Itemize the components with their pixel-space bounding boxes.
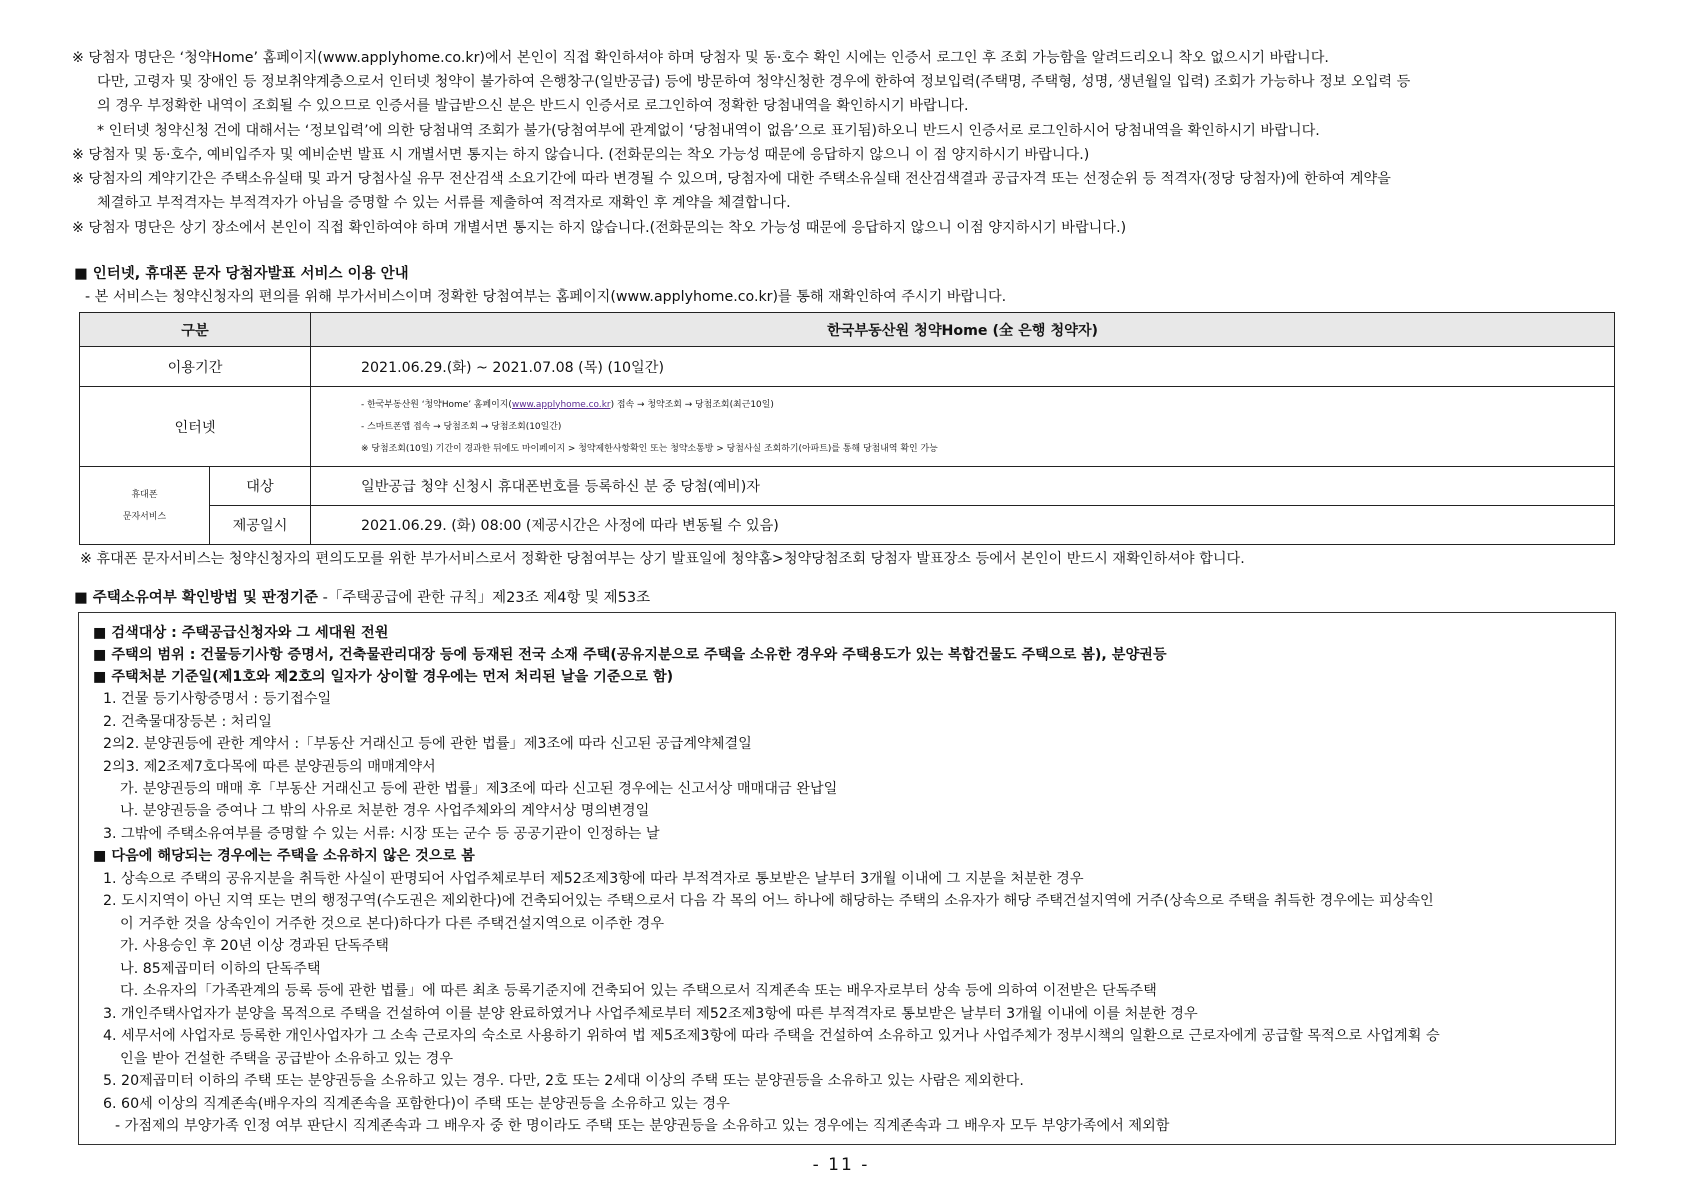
criteria-line: 2의3. 제2조제7호다목에 따른 분양권등의 매매계약서	[103, 759, 436, 775]
criteria-line: ■ 주택처분 기준일(제1호와 제2호의 일자가 상이할 경우에는 먼저 처리된 날을 기준으로 함)	[93, 669, 674, 685]
date-value: 2021.06.29. (화) 08:00 (제공시간은 사정에 따라 변동될 수 있음)	[311, 506, 1615, 545]
criteria-line: 이 거주한 것을 상속인이 거주한 것으로 본다)하다가 다른 주택건설지역으로 이주한 경우	[120, 916, 665, 932]
note-line: 의 경우 부정확한 내역이 조회될 수 있으므로 인증서를 발급받으신 분은 반드시 인증서로 로그인하여 정확한 당첨내역을 확인하시기 바랍니다.	[97, 98, 969, 114]
criteria-line: 3. 그밖에 주택소유여부를 증명할 수 있는 서류: 시장 또는 군수 등 공공기관이 인정하는 날	[103, 826, 660, 842]
criteria-line: 2의2. 분양권등에 관한 계약서 :「부동산 거래신고 등에 관한 법률」제3조에 따라 신고된 공급계약체결일	[103, 736, 752, 752]
criteria-line: 2. 건축물대장등본 : 처리일	[103, 714, 272, 730]
criteria-line: 1. 건물 등기사항증명서 : 등기접수일	[103, 691, 332, 707]
target-value: 일반공급 청약 신청시 휴대폰번호를 등록하신 분 중 당첨(예비)자	[311, 467, 1615, 506]
criteria-line: 4. 세무서에 사업자로 등록한 개인사업자가 그 소속 근로자의 숙소로 사용하기 위하여 법 제5조제3항에 따라 주택을 건설하여 소유하고 있거나 사업주체가 정부시책의 일환으로 근로자에게 공급할 목적으로 사업계획 승	[103, 1028, 1440, 1044]
note-line: ※ 당첨자 명단은 ‘청약Home’ 홈페이지(www.applyhome.co.kr)에서 본인이 직접 확인하셔야 하며 당첨자 및 동·호수 확인 시에는 인증서 로그인 후 조회 가능함을 알려드리오니 착오 없으시기 바랍니다.	[72, 50, 1329, 66]
note-line: ※ 당첨자 명단은 상기 장소에서 본인이 직접 확인하여야 하며 개별서면 통지는 하지 않습니다.(전화문의는 착오 가능성 때문에 응답하지 않으니 이점 양지하시기 바랍니다.)	[72, 220, 1127, 236]
ownership-criteria-box	[78, 612, 1616, 1145]
criteria-line: 가. 사용승인 후 20년 이상 경과된 단독주택	[120, 938, 389, 954]
criteria-line: 2. 도시지역이 아닌 지역 또는 면의 행정구역(수도권은 제외한다)에 건축되어있는 주택으로서 다음 각 목의 어느 하나에 해당하는 주택의 소유자가 해당 주택건설지역에 거주(상속으로 주택을 취득한 경우에는 피상속인	[103, 893, 1434, 909]
note-line: 다만, 고령자 및 장애인 등 정보취약계층으로서 인터넷 청약이 불가하여 은행창구(일반공급) 등에 방문하여 청약신청한 경우에 한하여 정보입력(주택명, 주택형, 성명, 생년월일 입력) 조회가 가능하나 정보 오입력 등	[97, 74, 1411, 90]
sms-section-title: ■ 인터넷, 휴대폰 문자 당첨자발표 서비스 이용 안내	[74, 266, 409, 282]
period-label: 이용기간	[80, 347, 311, 387]
sms-section-desc: - 본 서비스는 청약신청자의 편의를 위해 부가서비스이며 정확한 당첨여부는 홈페이지(www.applyhome.co.kr)를 통해 재확인하여 주시기 바랍니다.	[85, 289, 1007, 305]
table-header-service: 한국부동산원 청약Home (全 은행 청약자)	[311, 313, 1615, 347]
criteria-line: 3. 개인주택사업자가 분양을 목적으로 주택을 건설하여 이를 분양 완료하였거나 사업주체로부터 제52조제3항에 따른 부적격자로 통보받은 날부터 3개월 이내에 이를 처분한 경우	[103, 1006, 1198, 1022]
criteria-line: ■ 검색대상 : 주택공급신청자와 그 세대원 전원	[93, 625, 389, 641]
note-line: 체결하고 부적격자는 부적격자가 아님을 증명할 수 있는 서류를 제출하여 적격자로 재확인 후 계약을 체결합니다.	[97, 195, 791, 211]
table-header-category: 구분	[80, 313, 311, 347]
note-line: * 인터넷 청약신청 건에 대해서는 ‘정보입력’에 의한 당첨내역 조회가 불가(당첨여부에 관계없이 ‘당첨내역이 없음’으로 표기됨)하오니 반드시 인증서로 로그인하시어 당첨내역을 확인하시기 바랍니다.	[97, 123, 1320, 139]
criteria-line: 5. 20제곱미터 이하의 주택 또는 분양권등을 소유하고 있는 경우. 다만, 2호 또는 2세대 이상의 주택 또는 분양권등을 소유하고 있는 사람은 제외한다.	[103, 1073, 1024, 1089]
date-label: 제공일시	[210, 506, 311, 545]
sms-footnote: ※ 휴대폰 문자서비스는 청약신청자의 편의도모를 위한 부가서비스로서 정확한 당첨여부는 상기 발표일에 청약홈>청약당첨조회 당첨자 발표장소 등에서 본인이 반드시 재확인하셔야 합니다.	[80, 551, 1245, 567]
criteria-line: 1. 상속으로 주택의 공유지분을 취득한 사실이 판명되어 사업주체로부터 제52조제3항에 따라 부적격자로 통보받은 날부터 3개월 이내에 그 지분을 처분한 경우	[103, 871, 1084, 887]
criteria-line: 다. 소유자의「가족관계의 등록 등에 관한 법률」에 따른 최초 등록기준지에 건축되어 있는 주택으로서 직계존속 또는 배우자로부터 상속 등에 의하여 이전받은 단독주택	[120, 983, 1157, 999]
criteria-line: 나. 분양권등을 증여나 그 밖의 사유로 처분한 경우 사업주체와의 계약서상 명의변경일	[120, 803, 650, 819]
criteria-line: ■ 다음에 해당되는 경우에는 주택을 소유하지 않은 것으로 봄	[93, 848, 475, 864]
criteria-line: 가. 분양권등의 매매 후「부동산 거래신고 등에 관한 법률」제3조에 따라 신고된 경우에는 신고서상 매매대금 완납일	[120, 781, 838, 797]
sms-service-table	[79, 312, 1615, 545]
note-line: ※ 당첨자의 계약기간은 주택소유실태 및 과거 당첨사실 유무 전산검색 소요기간에 따라 변경될 수 있으며, 당첨자에 대한 주택소유실태 전산검색결과 공급자격 또는 선정순위 등 적격자(정당 당첨자)에 한하여 계약을	[72, 171, 1391, 187]
target-label: 대상	[210, 467, 311, 506]
criteria-line: 나. 85제곱미터 이하의 단독주택	[120, 961, 321, 977]
ownership-section-title: ■ 주택소유여부 확인방법 및 판정기준 -「주택공급에 관한 규칙」제23조 제4항 및 제53조	[74, 590, 651, 606]
criteria-line: - 가점제의 부양가족 인정 여부 판단시 직계존속과 그 배우자 중 한 명이라도 주택 또는 분양권등을 소유하고 있는 경우에는 직계존속과 그 배우자 모두 부양가족에서 제외함	[115, 1118, 1170, 1134]
internet-value	[311, 387, 1615, 467]
mobile-sms-label: 휴대폰 문자서비스	[80, 467, 210, 545]
criteria-line: 인을 받아 건설한 주택을 공급받아 소유하고 있는 경우	[120, 1051, 454, 1067]
criteria-line: ■ 주택의 범위 : 건물등기사항 증명서, 건축물관리대장 등에 등재된 전국 소재 주택(공유지분으로 주택을 소유한 경우와 주택용도가 있는 복합건물도 주택으로 봄), 분양권등	[93, 647, 1167, 663]
page-number: - 11 -	[812, 1155, 870, 1175]
criteria-line: 6. 60세 이상의 직계존속(배우자의 직계존속을 포함한다)이 주택 또는 분양권등을 소유하고 있는 경우	[103, 1096, 730, 1112]
internet-line-2: - 스마트폰앱 접속 → 당첨조회 → 당첨조회(10일간)	[361, 421, 562, 432]
period-value: 2021.06.29.(화) ~ 2021.07.08 (목) (10일간)	[311, 347, 1615, 387]
internet-label: 인터넷	[80, 387, 311, 467]
applyhome-link[interactable]: www.applyhome.co.kr	[511, 399, 611, 410]
internet-line-3: ※ 당첨조회(10일) 기간이 경과한 뒤에도 마이페이지 > 청약제한사항확인 또는 청약소통방 > 당첨사실 조회하기(아파트)를 통해 당첨내역 확인 가능	[361, 443, 938, 454]
note-line: ※ 당첨자 및 동·호수, 예비입주자 및 예비순번 발표 시 개별서면 통지는 하지 않습니다. (전화문의는 착오 가능성 때문에 응답하지 않으니 이 점 양지하시기 바랍니다.)	[72, 147, 1090, 163]
internet-line-1: - 한국부동산원 ‘청약Home’ 홈페이지(www.applyhome.co.kr) 접속 → 청약조회 → 당첨조회(최근10일)	[361, 399, 774, 410]
